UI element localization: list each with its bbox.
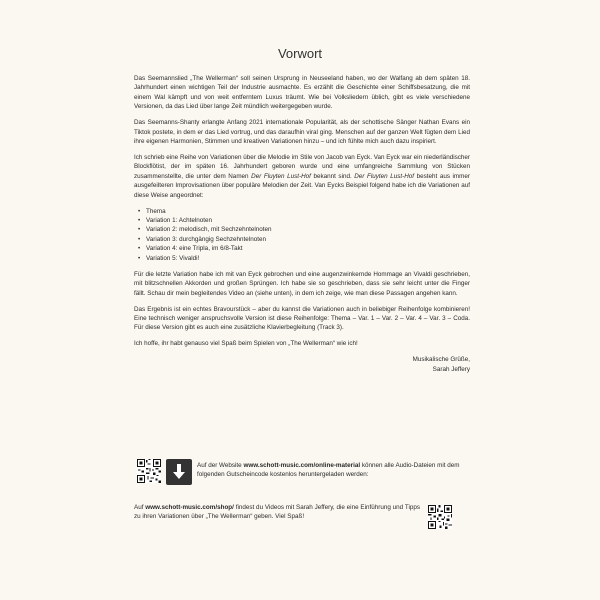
van-eyck-text-2: bekannt sind.: [310, 172, 355, 180]
book-title-2: Der Fluyten Lust-Hof: [354, 172, 415, 180]
list-item: • Variation 1: Achtelnoten: [146, 216, 470, 225]
paragraph-closing: Ich hoffe, ihr habt genauso viel Spaß beim Spielen von „The Wellerman“ wie ich!: [134, 340, 358, 348]
audio-text-suffix: können alle Audio-Dateien mit dem folgenden Gutscheincode kostenlos heruntergeladen werden:: [197, 462, 460, 479]
video-note: [134, 503, 420, 522]
audio-text-prefix: Auf der Website: [197, 462, 244, 469]
list-item: • Variation 2: melodisch, mit Sechzehntelnoten: [146, 225, 470, 234]
page-title: Vorwort: [277, 46, 323, 61]
qr-code-icon[interactable]: [137, 459, 161, 483]
list-item: • Variation 4: eine Tripla, im 6/8-Takt: [146, 244, 470, 253]
list-item: • Variation 5: Vivaldi!: [146, 254, 470, 263]
van-eyck-text-3: besteht aus immer ausgefeilteren Improvisationen über populäre Melodien der Zeit. Van Eycks Beispiel folgend habe ich die Variationen auf diese Weise angeordnet:: [134, 172, 471, 199]
van-eyck-text-1: Ich schrieb eine Reihe von Variationen über die Melodie im Stile von Jacob van Eyck. Van Eyck war ein niederländischer Blockflötist, der im späten 16. Jahrhundert geboren wurde und eine umfangreiche Sammlung von Stücken zusammenstellte, die unter dem Namen: [134, 154, 470, 180]
list-item: • Variation 3: durchgängig Sechzehntelnoten: [146, 235, 470, 244]
variation-list: [134, 207, 470, 263]
download-arrow-icon: [166, 459, 192, 485]
greeting: [134, 355, 470, 374]
signature-name: Sarah Jeffery: [432, 365, 470, 373]
online-material-link[interactable]: www.schott-music.com/online-material: [243, 462, 361, 469]
paragraph-van-eyck: [134, 153, 470, 200]
paragraph-origin: Das Seemannslied „The Wellerman“ soll seinen Ursprung in Neuseeland haben, wo der Walfang ab dem späten 18. Jahrhundert einen wichtigen Teil der Industrie ausmachte. Es erzählt die Geschichte einer Schiffsbesatzung, die mit einem Wal kämpft und von weit entferntem Luxus träumt. Wie bei Volksliedern üblich, gibt es viele verschiedene Versionen, da das Lied über lange Zeit mündlich weitergegeben wurde.: [134, 75, 470, 111]
paragraph-popularity: Das Seemanns-Shanty erlangte Anfang 2021 internationale Popularität, als der schottische Sänger Nathan Evans ein Tiktok postete, in dem er das Lied vortrug, und das daraufhin viral ging. Menschen auf der ganzen Welt fügten dem Lied ihre eigenen Harmonien, Stimmen und kreativen Variationen hinzu – und ich fühlte mich auch dazu inspiriert.: [134, 119, 470, 146]
qr-code-icon[interactable]: [428, 505, 452, 529]
preface-body: [134, 74, 470, 381]
audio-download-note: [197, 461, 467, 480]
greeting-line: Musikalische Grüße,: [412, 356, 470, 364]
paragraph-vivaldi: Für die letzte Variation habe ich mit van Eyck gebrochen und eine augenzwinkernde Hommage an Vivaldi geschrieben, mit blitzschnellen Akkorden und großen Sprüngen. Ich habe sie so geschrieben, dass sie sehr leicht unter die Finger fällt. Schau dir mein begleitendes Video an (siehe unten), in dem ich zeige, wie man diese Passagen angehen kann.: [134, 270, 470, 297]
list-item: • Thema: [146, 207, 470, 216]
video-text-prefix: Auf: [134, 504, 146, 511]
shop-link[interactable]: www.schott-music.com/shop/: [145, 504, 234, 511]
book-title-1: Der Fluyten Lust-Hof: [251, 172, 311, 180]
paragraph-result: Das Ergebnis ist ein echtes Bravourstück – aber du kannst die Variationen auch in beliebiger Reihenfolge kombinieren! Eine technisch weniger anspruchsvolle Version ist diese Reihenfolge: Thema – Var. 1 – Var. 2 – Var. 4 – Var. 3 – Coda. Für diese Version gibt es auch eine zusätzliche Klavierbegleitung (Track 3).: [134, 305, 470, 332]
video-text-suffix: findest du Videos mit Sarah Jeffery, die eine Einführung und Tipps zu ihren Variationen über „The Wellerman“ geben. Viel Spaß!: [134, 504, 421, 521]
